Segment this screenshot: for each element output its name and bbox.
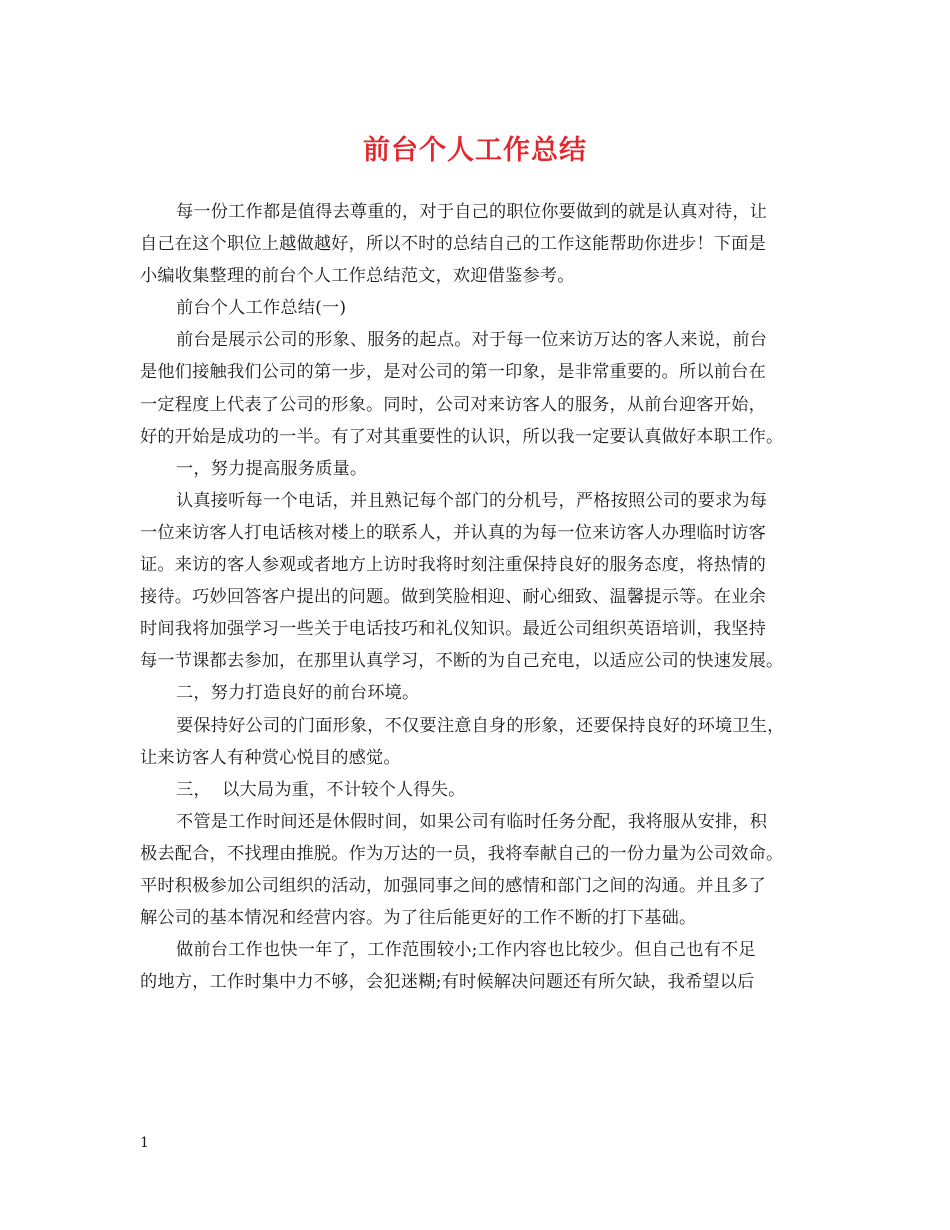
text-line: 时间我将加强学习一些关于电话技巧和礼仪知识。最近公司组织英语培训，我坚持 xyxy=(140,619,766,640)
text-line: 小编收集整理的前台个人工作总结范文，欢迎借鉴参考。 xyxy=(140,266,575,287)
text-line: 做前台工作也快一年了，工作范围较小;工作内容也比较少。但自己也有不足 xyxy=(176,940,756,961)
text-line: 不管是工作时间还是休假时间，如果公司有临时任务分配，我将服从安排，积 xyxy=(176,811,768,832)
text-line: 每一节课都去参加，在那里认真学习，不断的为自己充电，以适应公司的快速发展。 xyxy=(140,651,784,672)
text-line: 的地方，工作时集中力不够，会犯迷糊;有时候解决问题还有所欠缺，我希望以后 xyxy=(140,972,755,993)
text-line: 认真接听每一个电话，并且熟记每个部门的分机号，严格按照公司的要求为每 xyxy=(176,490,768,511)
text-line: 一位来访客人打电话核对楼上的联系人，并认真的为每一位来访客人办理临时访客 xyxy=(140,522,766,543)
text-line: 让来访客人有种赏心悦目的感觉。 xyxy=(140,747,401,768)
document-body xyxy=(140,196,830,998)
document-title: 前台个人工作总结 xyxy=(363,135,587,166)
text-line: 是他们接触我们公司的第一步，是对公司的第一印象，是非常重要的。所以前台在 xyxy=(140,362,766,383)
section-heading: 二，努力打造良好的前台环境。 xyxy=(176,683,420,704)
text-line: 平时积极参加公司组织的活动，加强同事之间的感情和部门之间的沟通。并且多了 xyxy=(140,875,766,896)
text-line: 一定程度上代表了公司的形象。同时，公司对来访客人的服务，从前台迎客开始， xyxy=(140,394,766,415)
section-heading: 一，努力提高服务质量。 xyxy=(176,458,368,479)
text-line: 自己在这个职位上越做越好，所以不时的总结自己的工作这能帮助你进步！下面是 xyxy=(140,234,766,255)
text-line: 解公司的基本情况和经营内容。为了往后能更好的工作不断的打下基础。 xyxy=(140,908,697,929)
section-heading: 前台个人工作总结(一) xyxy=(176,298,347,319)
text-line: 接待。巧妙回答客户提出的问题。做到笑脸相迎、耐心细致、温馨提示等。在业余 xyxy=(140,587,766,608)
text-line: 每一份工作都是值得去尊重的，对于自己的职位你要做到的就是认真对待，让 xyxy=(176,202,768,222)
text-line: 前台是展示公司的形象、服务的起点。对于每一位来访万达的客人来说，前台 xyxy=(176,330,768,351)
text-line: 好的开始是成功的一半。有了对其重要性的认识，所以我一定要认真做好本职工作。 xyxy=(140,426,784,447)
page-number: 1 xyxy=(140,1135,149,1151)
text-line: 证。来访的客人参观或者地方上访时我将时刻注重保持良好的服务态度，将热情的 xyxy=(140,555,766,576)
text-line: 要保持好公司的门面形象，不仅要注意自身的形象，还要保持良好的环境卫生， xyxy=(176,715,785,736)
text-line: 极去配合，不找理由推脱。作为万达的一员，我将奉献自己的一份力量为公司效命。 xyxy=(140,843,784,864)
section-heading: 三， 以大局为重，不计较个人得失。 xyxy=(176,779,466,800)
